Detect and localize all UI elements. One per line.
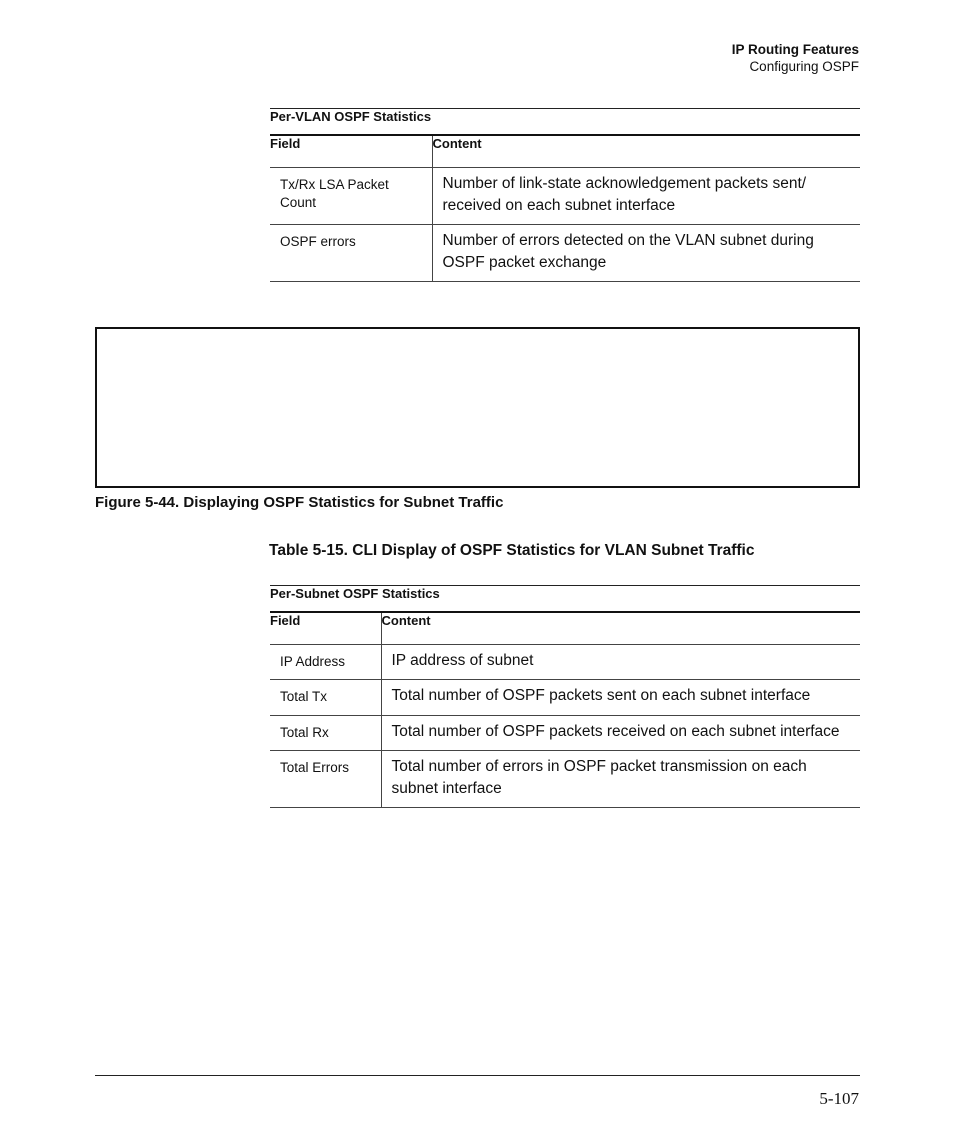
- figure-frame: [95, 327, 860, 488]
- running-header-title: IP Routing Features: [731, 42, 859, 57]
- figure-caption: Figure 5-44. Displaying OSPF Statistics for Subnet Traffic: [95, 494, 504, 511]
- content-cell: Total number of OSPF packets sent on each subnet interface: [381, 680, 860, 716]
- field-cell: Total Tx: [270, 680, 381, 716]
- table-header-row: [270, 135, 860, 168]
- vlan-stats-table: [270, 108, 860, 282]
- subnet-stats-table: [270, 585, 860, 808]
- running-header: [732, 41, 859, 75]
- column-header-content: Content: [381, 612, 860, 645]
- content-cell: Number of errors detected on the VLAN subnet during OSPF packet exchange: [432, 225, 860, 282]
- table-caption-row: [270, 586, 860, 612]
- footer-rule: [95, 1075, 860, 1076]
- page-number: 5-107: [819, 1089, 859, 1108]
- table-row: [270, 645, 860, 680]
- table-caption: Per-Subnet OSPF Statistics: [270, 586, 860, 612]
- table-row: [270, 751, 860, 808]
- table-caption-row: [270, 109, 860, 135]
- column-header-field: Field: [270, 135, 432, 168]
- table-row: [270, 716, 860, 751]
- column-header-content: Content: [432, 135, 860, 168]
- field-cell: IP Address: [270, 645, 381, 680]
- table-caption: Per-VLAN OSPF Statistics: [270, 109, 860, 135]
- table-row: [270, 680, 860, 716]
- content-cell: Total number of OSPF packets received on each subnet interface: [381, 716, 860, 751]
- table-title: Table 5-15. CLI Display of OSPF Statistics for VLAN Subnet Traffic: [269, 542, 755, 559]
- content-cell: Number of link-state acknowledgement packets sent/ received on each subnet interface: [432, 168, 860, 225]
- field-cell: Total Rx: [270, 716, 381, 751]
- running-header-subtitle: Configuring OSPF: [749, 59, 859, 74]
- field-cell: Tx/Rx LSA Packet Count: [270, 168, 432, 225]
- table-header-row: [270, 612, 860, 645]
- content-cell: Total number of errors in OSPF packet transmission on each subnet interface: [381, 751, 860, 808]
- table-row: [270, 225, 860, 282]
- table-row: [270, 168, 860, 225]
- field-cell: OSPF errors: [270, 225, 432, 282]
- column-header-field: Field: [270, 612, 381, 645]
- field-cell: Total Errors: [270, 751, 381, 808]
- content-cell: IP address of subnet: [381, 645, 860, 680]
